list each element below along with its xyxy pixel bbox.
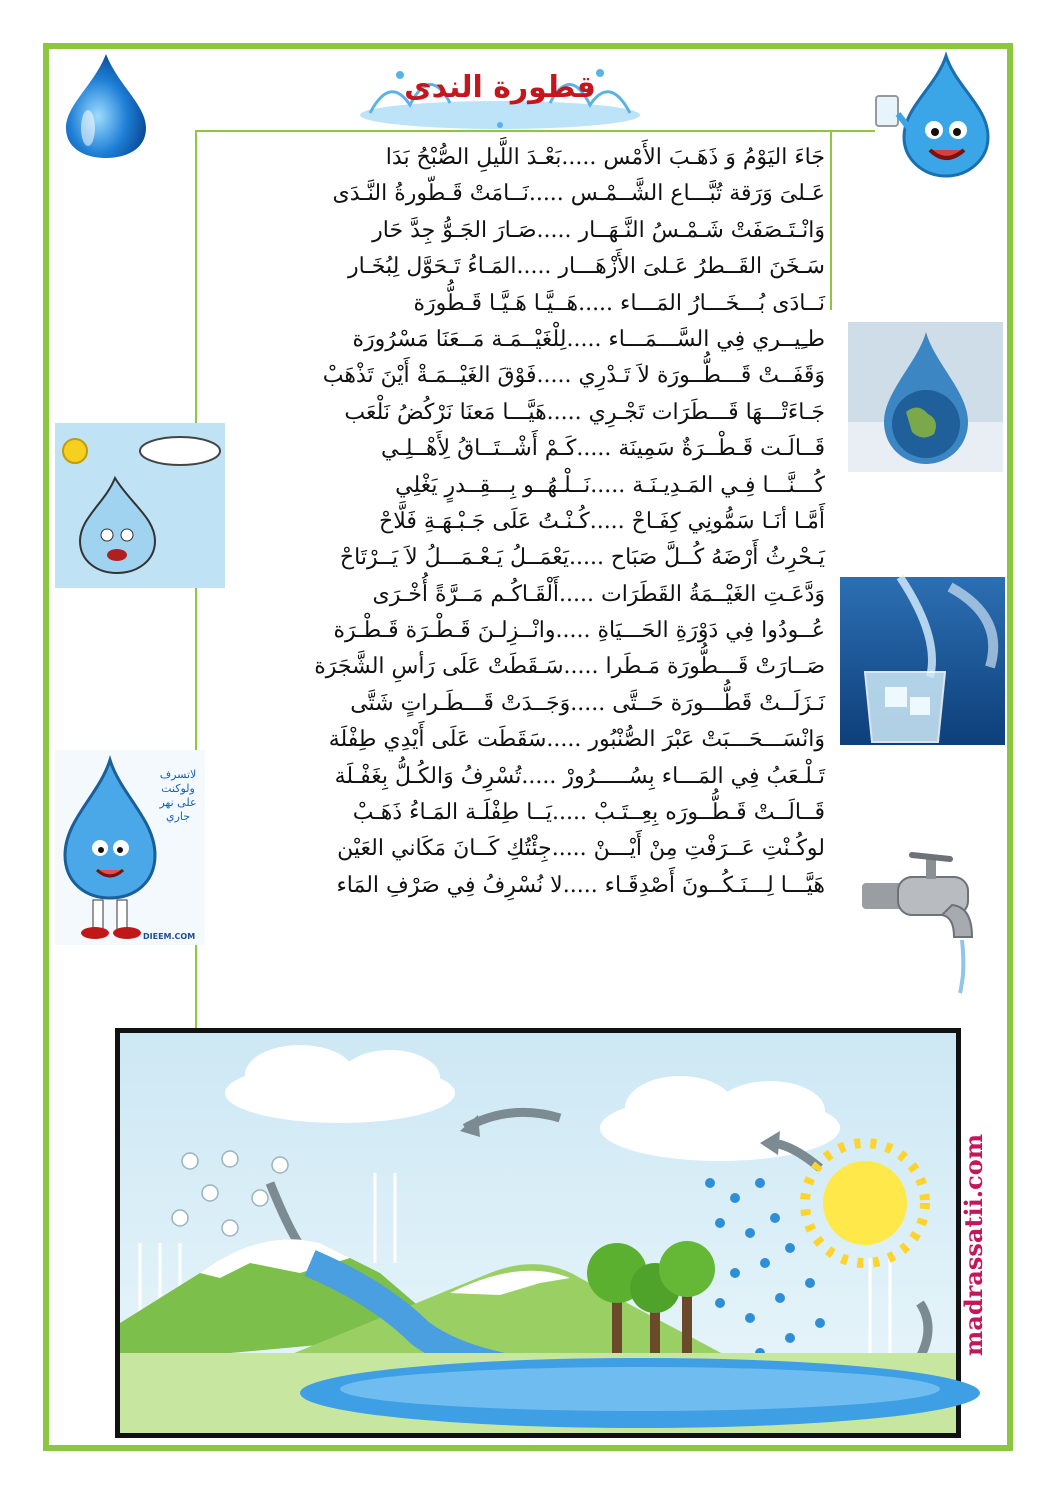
poem-line: نَـزَلَــتْ قَطُّـــورَة حَــتَّى .....وَجَــدَتْ قَـــطَـراتٍ شَتَّى [350, 690, 825, 716]
sticker-image [55, 750, 205, 945]
water-cycle-illustration [115, 1028, 961, 1438]
poem-line: طـِيــري فِي السَّـــمَـــاء .....لِلْغَيْــمَـة مَــعَنَا مَسْرُورَة [352, 326, 825, 352]
poem-line: جَـاءَتْـــهَا قَـــطَرَات تَجْـرِي .....هَيَّـــا مَعنَا نَرْكُضُ نَلْعَب [344, 399, 825, 425]
poem-line: قَــالَـت قَـطْــرَةٌ سَمِينَة .....كَـمْ أَشْــتَــاقُ لِأَهْــلِـي [381, 436, 825, 462]
water-drop-icon [58, 50, 154, 160]
poem-line: أَمَّـا أنَـا سَمُّونِي كِفَـاحْ .....كُـنْـتُ عَلَى جَـبْـهَـةِ فَلَّاحْ [379, 508, 825, 534]
poem-line: صَــارَتْ قَـــطُّورَة مَـطَرا .....سَـقَطَتْ عَلَى رَأسِ الشَّجَرَة [314, 654, 825, 680]
poem-line: وَانْسَـــحَـــبَتْ عَبْرَ الصُّنْبُور .....سَقَطَت عَلَى أَيْدِي طِفْلَة [328, 727, 825, 753]
poem-line: نَــادَى بُـــخَـــارُ المَـــاء .....هَــيَّـا هَـيَّـا قَـطُّورَة [413, 290, 825, 316]
sticker-site: DIEEM.COM [143, 932, 196, 941]
poem-line: عُــودُوا فِي دَوْرَةِ الحَـــيَاةِ .....وانْــزِلـنَ قَـطْـرَة قَـطْـرَة [333, 618, 825, 644]
poem-line: يَـحْرِثُ أَرْضَهُ كُــلَّ صَبَاح .....يَعْمَــلُ يَـعْـمَـــلُ لاَ يَــرْتَاحْ [339, 545, 825, 571]
poem [205, 140, 845, 904]
cartoon-sun-drop-image [55, 423, 225, 588]
cartoon-drop-icon [868, 52, 1008, 182]
poem-line: لوكُـنْتِ عَــرَفْتِ مِنْ أَيْـــنْ .....جِئْتُكِ كَــانَ مَكَاني العَيْن [337, 836, 825, 862]
watermark [959, 1080, 1002, 1410]
water-glass-image [840, 577, 1005, 745]
poem-line: وَدَّعَـتِ الغَيْــمَةُ القَطَرَات .....أَلْقَـاكُـم مَــرَّةً أُخْـرَى [372, 581, 825, 607]
page-title: قطورة الندى [404, 70, 596, 105]
watermark-text: madrassatii.com [959, 1133, 988, 1357]
earth-drop-image [848, 322, 1003, 472]
cloud-icon [225, 1045, 455, 1123]
poem-line: وَانْـتَـصَفَتْ شَـمْـسُ النَّـهَــار .....صَـارَ الجَـوُّ جِدَّ حَار [372, 217, 825, 243]
poem-line: عَـلىَ وَرَقة تُبَّـــاع الشَّــمْـس .....نَــامَتْ قَـطّورةُ النَّـدَى [332, 181, 825, 207]
poem-line: قَــالَــتْ قَـطُّــورَه بِعِــتَـبْ .....يَــا طِفْلَـة المَـاءُ ذَهَـبْ [352, 800, 825, 826]
sticker-text: لاتسرف ولوكنت على نهر جاري [159, 768, 197, 823]
poem-line: وَقَفَــتْ قَـــطُّــورَة لاَ تَـدْرِي .....فَوْقَ الغَيْــمَـةْ أَيْنَ تَذْهَبْ [322, 363, 825, 389]
poem-line: هَيَّـــا لِـــنَـكُــونَ أَصْدِقَـاء .....لا نُسْرِفُ فِي صَرْفِ المَاء [336, 872, 825, 898]
faucet-image [862, 845, 1002, 995]
water-cycle-diagram [120, 1033, 956, 1433]
poem-line: جَاءَ اليَوْمُ وَ ذَهَـبَ الأَمْس .....بَعْـدَ اللَّيلِ الصُّبْحُ بَدَا [385, 145, 825, 170]
poem-line: سَـخَنَ القَــطرُ عَـلىَ الأَزْهَـــار .....المَـاءُ تَـحَوَّل لِبُخَـار [348, 254, 825, 280]
poem-line: كُـــنَّـــا فِـي المَـدِيـنَـة .....نَــلْـهُــو بِـــقِــدرٍ يَغْلِي [395, 472, 825, 498]
poem-line: تَـلْـعَبُ فِي المَـــاء بِسُـــــرُورْ .....تُسْرِفُ وَالكُـلُّ بِغَفْـلَة [334, 763, 825, 789]
divider [195, 130, 875, 132]
